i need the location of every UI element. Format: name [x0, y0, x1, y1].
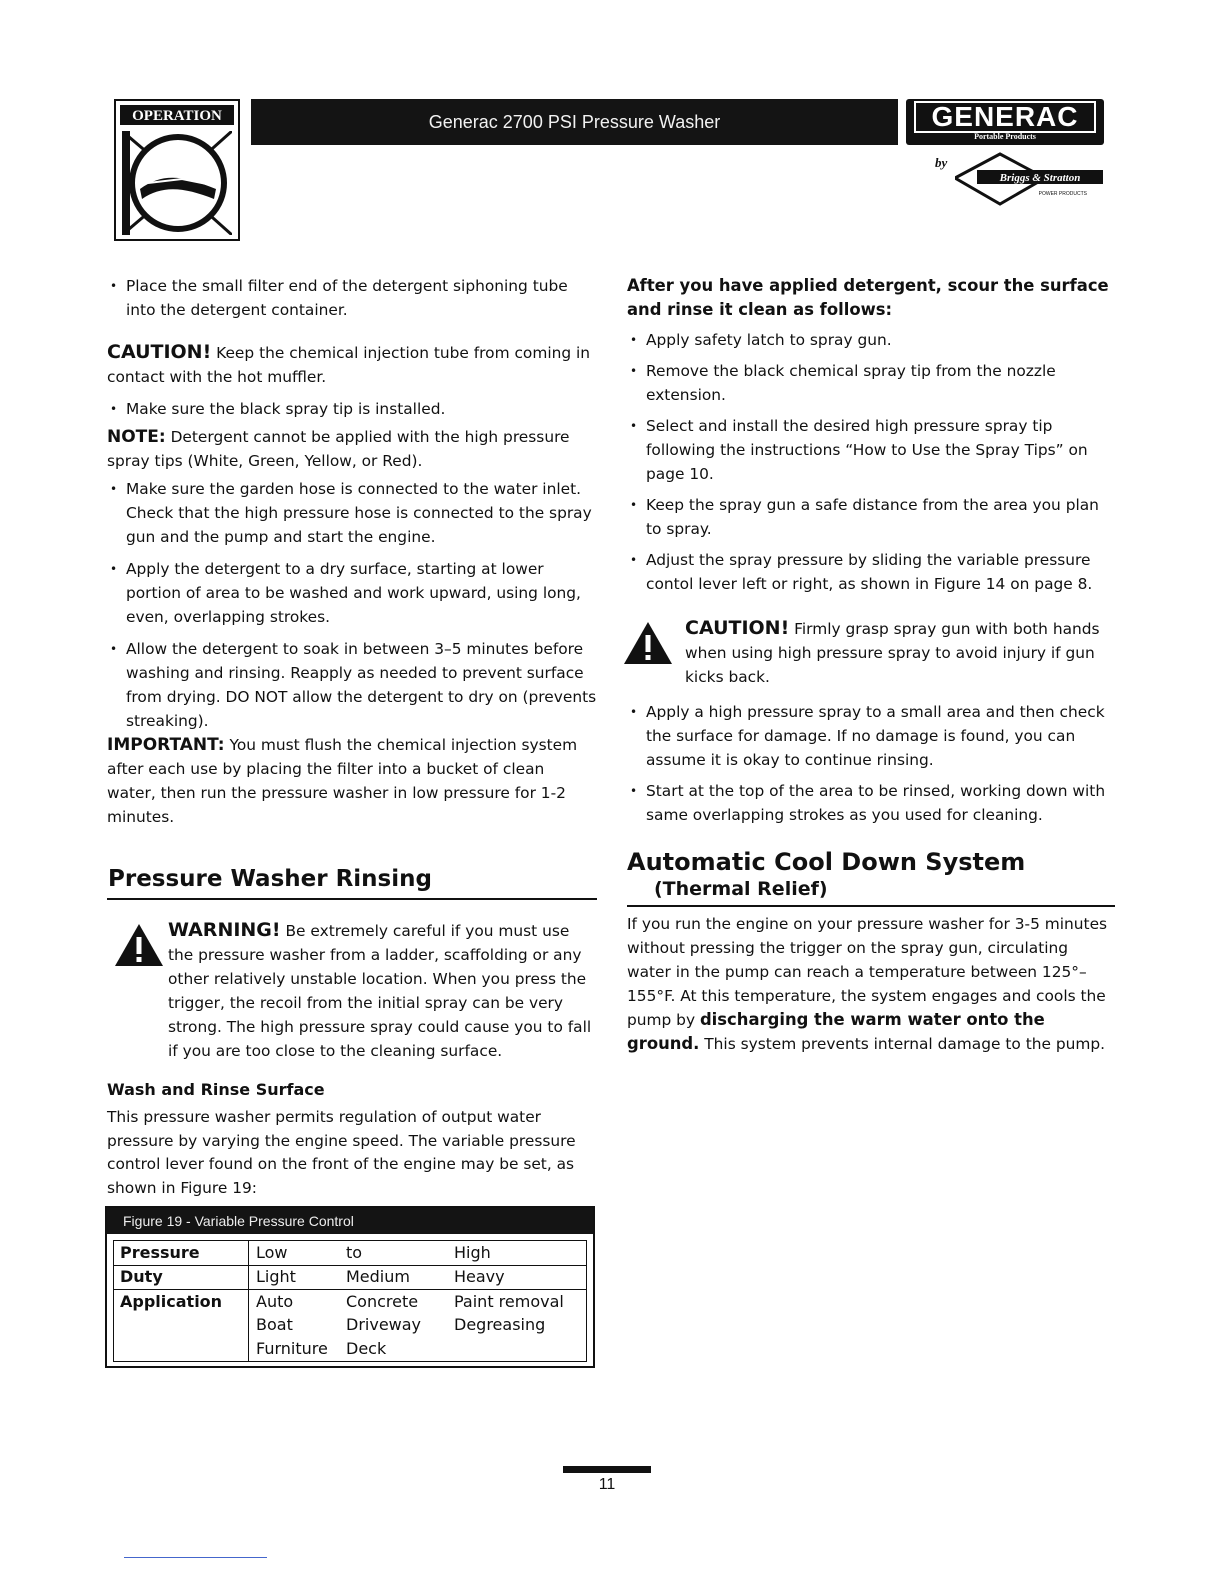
- bullet-apply-detergent: • Apply the detergent to a dry surface, starting at lower portion of area to be washed and work upward, using long, even, overlapping strokes.: [107, 557, 597, 629]
- warning-icon: [113, 922, 165, 968]
- bullet-filter-end: • Place the small filter end of the detergent siphoning tube into the detergent container.: [107, 274, 597, 322]
- cool-down-rule: [627, 905, 1115, 907]
- thermal-relief-subheading: (Thermal Relief): [654, 878, 828, 900]
- left-column: [107, 274, 597, 829]
- rinse-intro: After you have applied detergent, scour the surface and rinse it clean as follows:: [627, 276, 1109, 319]
- cool-down-text: If you run the engine on your pressure washer for 3-5 minutes without pressing the trigger on the spray gun, circulating water in the pump can reach a temperature between 125°–155°F. At this temperature, the system engages and cools the pump by discharging the warm water onto the ground. This system prevents internal damage to the pump.: [627, 915, 1108, 1053]
- generac-logo: GENERAC Portable Products: [906, 99, 1104, 145]
- cool-down-heading: Automatic Cool Down System: [627, 848, 1026, 876]
- page-bar: [563, 1466, 651, 1473]
- bullet-garden-hose: • Make sure the garden hose is connected to the water inlet. Check that the high pressure hose is connected to the spray gun and the pump and start the engine.: [107, 477, 597, 549]
- table-cell: to: [346, 1243, 363, 1262]
- right-column-lower: [627, 700, 1117, 827]
- wash-heading: Wash and Rinse Surface: [107, 1080, 325, 1099]
- table-cell: Concrete: [346, 1292, 419, 1311]
- table-row-label: Pressure: [120, 1243, 200, 1262]
- bullet-select-tip: • Select and install the desired high pressure spray tip following the instructions “How to Use the Spray Tips” on page 10.: [627, 414, 1117, 486]
- important-flush: IMPORTANT: You must flush the chemical injection system after each use by placing the filter into a bucket of clean water, then run the pressure washer in low pressure for 1-2 minutes.: [107, 735, 578, 826]
- by-label: by: [935, 155, 948, 170]
- page-number: 11: [598, 1476, 616, 1493]
- caution-injection: CAUTION! Keep the chemical injection tube from coming in contact with the hot muffler.: [107, 341, 591, 386]
- table-row-label: Duty: [120, 1267, 163, 1286]
- figure-19: [105, 1206, 595, 1368]
- operation-label: OPERATION: [119, 104, 235, 126]
- table-cell: Auto: [256, 1292, 294, 1311]
- header-title: Generac 2700 PSI Pressure Washer: [251, 99, 898, 145]
- table-cell: High: [454, 1243, 491, 1262]
- right-column: [627, 274, 1117, 596]
- bullet-remove-tip: • Remove the black chemical spray tip from the nozzle extension.: [627, 359, 1117, 407]
- warning-text: WARNING! Be extremely careful if you must use the pressure washer from a ladder, scaffolding or any other relatively unstable location. When you press the trigger, the recoil from the initial spray can be very strong. The high pressure spray could cause you to fall if you are too close to the cleaning surface.: [168, 919, 592, 1060]
- table-cell: Furniture: [256, 1339, 328, 1358]
- table-cell: Driveway: [346, 1315, 422, 1334]
- table-cell: Light: [256, 1267, 296, 1286]
- table-row-label: Application: [120, 1292, 223, 1311]
- bullet-soak: • Allow the detergent to soak in between 3–5 minutes before washing and rinsing. Reapply as needed to prevent surface from drying. DO NOT allow the detergent to dry on (prevents streaking).: [107, 637, 597, 733]
- briggs-stratton-logo: [955, 150, 1105, 206]
- bullet-start-top: • Start at the top of the area to be rinsed, working down with same overlapping strokes as you used for cleaning.: [627, 779, 1117, 827]
- caution-icon: [622, 620, 674, 666]
- bullet-adjust-pressure: • Adjust the spray pressure by sliding the variable pressure contol lever left or right, as shown in Figure 14 on page 8.: [627, 548, 1117, 596]
- table-cell: Paint removal: [454, 1292, 564, 1311]
- wash-text: This pressure washer permits regulation of output water pressure by varying the engine speed. The variable pressure control lever found on the front of the engine may be set, as shown in Figure 19:: [107, 1108, 576, 1197]
- bullet-safety-latch: • Apply safety latch to spray gun.: [627, 328, 1117, 352]
- table-cell: Medium: [346, 1267, 410, 1286]
- bullet-safe-distance: • Keep the spray gun a safe distance from the area you plan to spray.: [627, 493, 1117, 541]
- operation-badge: [114, 99, 240, 241]
- note-detergent: NOTE: Detergent cannot be applied with the high pressure spray tips (White, Green, Yellow, or Red).: [107, 427, 570, 470]
- svg-text:POWER PRODUCTS: POWER PRODUCTS: [1038, 191, 1087, 197]
- table-cell: Deck: [346, 1339, 387, 1358]
- caution-grasp: CAUTION! Firmly grasp spray gun with both hands when using high pressure spray to avoid injury if gun kicks back.: [685, 617, 1100, 686]
- rinsing-rule: [107, 898, 597, 900]
- footnote-rule: [124, 1557, 267, 1558]
- svg-text:Briggs & Stratton: Briggs & Stratton: [999, 172, 1081, 184]
- pressure-table: [113, 1240, 587, 1362]
- bullet-test-area: • Apply a high pressure spray to a small area and then check the surface for damage. If no damage is found, you can assume it is okay to continue rinsing.: [627, 700, 1117, 772]
- figure-caption: Figure 19 - Variable Pressure Control: [107, 1208, 593, 1234]
- rinsing-heading: Pressure Washer Rinsing: [108, 866, 432, 892]
- table-cell: Boat: [256, 1315, 293, 1334]
- table-cell: Degreasing: [454, 1315, 546, 1334]
- spray-icon: [122, 131, 232, 235]
- table-cell: Low: [256, 1243, 288, 1262]
- bullet-black-tip: • Make sure the black spray tip is installed.: [107, 397, 597, 421]
- table-cell: Heavy: [454, 1267, 505, 1286]
